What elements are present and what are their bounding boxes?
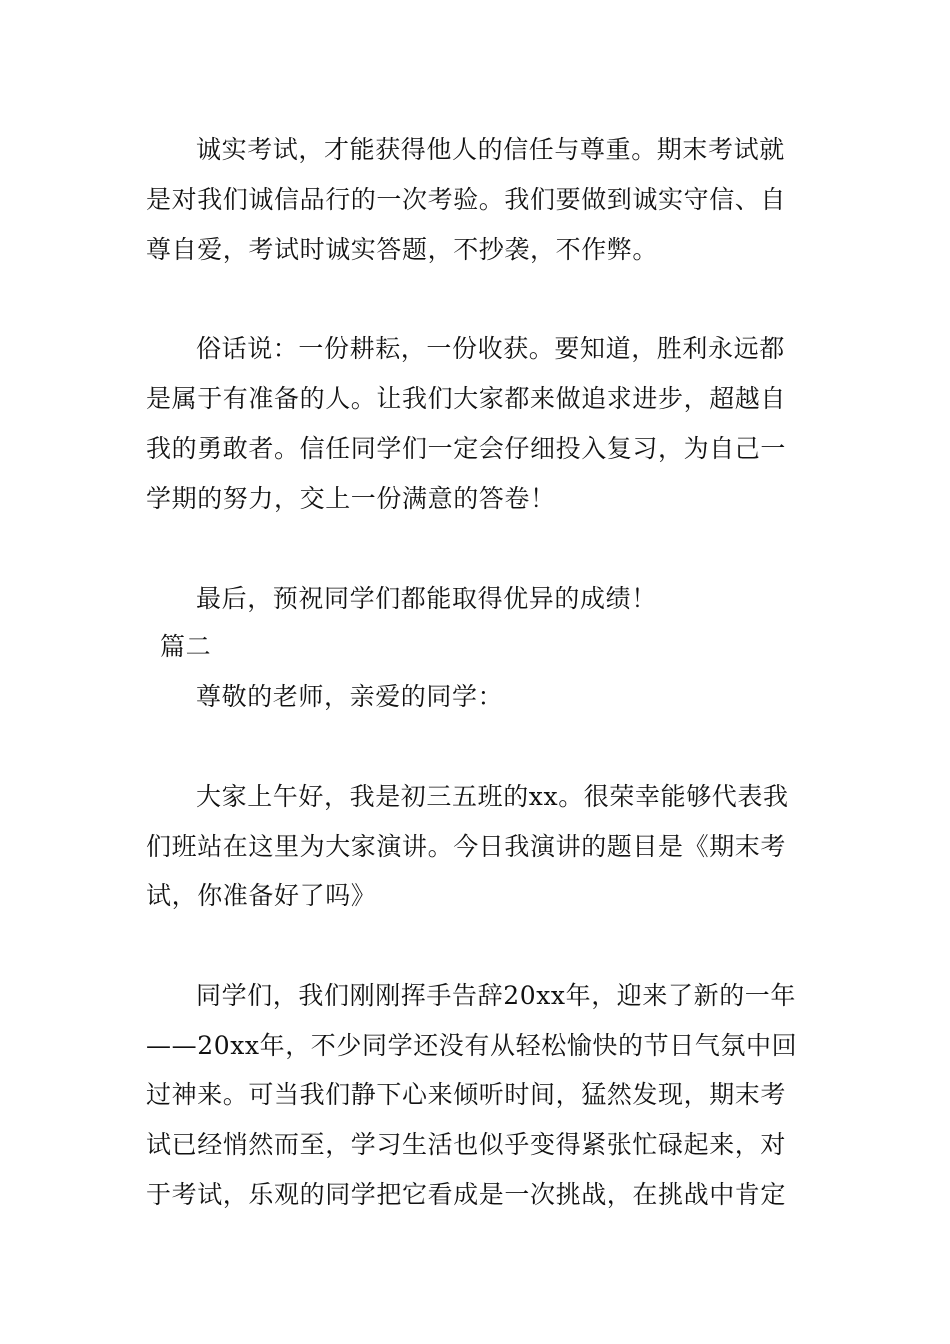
paragraph-1-line-1: 诚实考试，才能获得他人的信任与尊重。期末考试就: [196, 135, 785, 164]
paragraph-2-line-2: 是属于有准备的人。让我们大家都来做追求进步，超越自: [146, 384, 787, 413]
paragraph-6-line-3: 试，你准备好了吗》: [146, 881, 377, 910]
paragraph-2-line-4: 学期的努力，交上一份满意的答卷！: [146, 484, 556, 513]
paragraph-6-line-2: 们班站在这里为大家演讲。今日我演讲的题目是《期末考: [146, 832, 787, 861]
paragraph-7-line-3: 过神来。可当我们静下心来倾听时间，猛然发现，期末考: [146, 1080, 787, 1109]
paragraph-7-line-2: ——20xx年，不少同学还没有从轻松愉快的节日气氛中回: [146, 1031, 798, 1060]
paragraph-6-line-1: 大家上午好，我是初三五班的xx。很荣幸能够代表我: [196, 782, 789, 811]
paragraph-3-line-1: 最后，预祝同学们都能取得优异的成绩！: [196, 584, 657, 613]
paragraph-7-line-4: 试已经悄然而至，学习生活也似乎变得紧张忙碌起来，对: [146, 1130, 787, 1159]
paragraph-2-line-1: 俗话说：一份耕耘，一份收获。要知道，胜利永远都: [196, 334, 785, 363]
paragraph-7-line-1: 同学们，我们刚刚挥手告辞20xx年，迎来了新的一年: [196, 981, 797, 1010]
paragraph-1-line-2: 是对我们诚信品行的一次考验。我们要做到诚实守信、自: [146, 185, 787, 214]
greeting-line: 尊敬的老师，亲爱的同学：: [196, 682, 504, 711]
paragraph-1-line-3: 尊自爱，考试时诚实答题，不抄袭，不作弊。: [146, 235, 659, 264]
section-heading: 篇二: [160, 632, 212, 661]
paragraph-7-line-5: 于考试，乐观的同学把它看成是一次挑战，在挑战中肯定: [146, 1180, 787, 1209]
paragraph-2-line-3: 我的勇敢者。信任同学们一定会仔细投入复习，为自己一: [146, 434, 787, 463]
